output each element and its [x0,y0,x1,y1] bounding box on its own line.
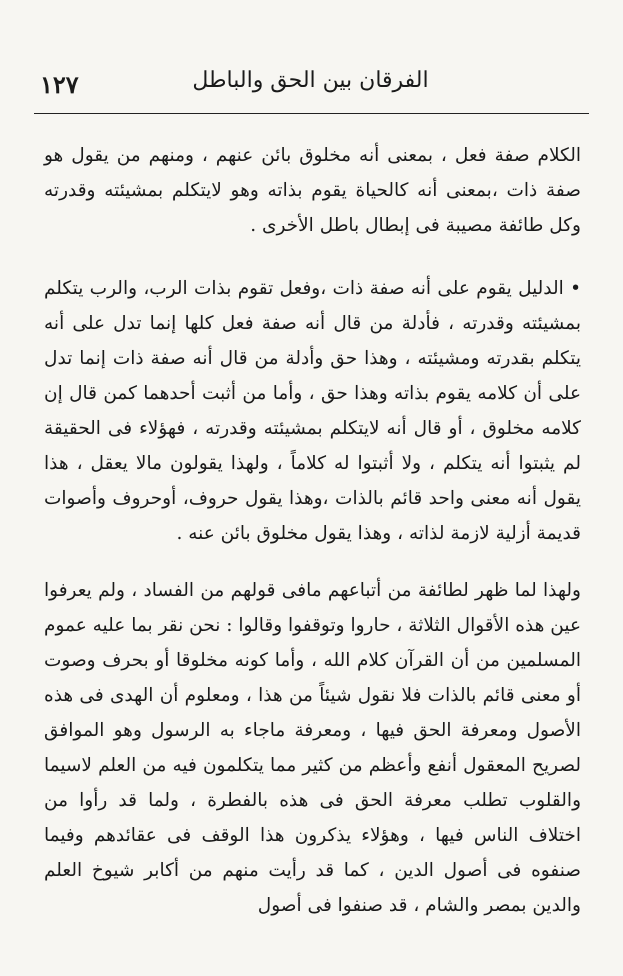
running-title: الفرقان بين الحق والباطل [192,68,429,93]
paragraph-2: • الدليل يقوم على أنه صفة ذات ،وفعل تقوم بذات الرب، والرب يتكلم بمشيئته وقدرته ، فأدلة من قال أنه صفة فعل كلها إنما تدل على أنه يتكلم بقدرته ومشيئته ، وهذا حق وأدلة من قال أنه صفة ذات إنما تدل على أن كلامه يقوم بذاته وهذا حق ، وأما من أثبت أحدهما كمن قال إن كلامه مخلوق ، أو قال أنه لايتكلم بمشيئته وقدرته ، فهؤلاء فى الحقيقة لم يثبتوا أنه يتكلم ، ولا أثبتوا له كلاماً ، ولهذا يقولون مالا يعقل ، هذا يقول أنه معنى واحد قائم بالذات ،وهذا يقول حروف، أوحروف وأصوات قديمة أزلية لازمة لذاته ، وهذا يقول مخلوق بائن عنه . [44,278,581,544]
page-number: ١٢٧ [40,70,79,99]
page-body [44,138,581,951]
paragraph-1: الكلام صفة فعل ، بمعنى أنه مخلوق بائن عنهم ، ومنهم من يقول هو صفة ذات ،بمعنى أنه كالحياة يقوم بذاته وهو لايتكلم بمشيئته وقدرته وكل طائفة مصيبة فى إبطال باطل الأخرى . [44,145,581,236]
page-header [40,64,581,104]
header-divider [34,113,589,114]
paragraph-3: ولهذا لما ظهر لطائفة من أتباعهم مافى قولهم من الفساد ، ولم يعرفوا عين هذه الأقوال الثلاثة ، حاروا وتوقفوا وقالوا : نحن نقر بما عليه عموم المسلمين من أن القرآن كلام الله ، وأما كونه مخلوقا أو بحرف وصوت أو معنى قائم بالذات فلا نقول شيئاً من هذا ، ومعلوم أن الهدى فى هذه الأصول ومعرفة الحق فيها ، ومعرفة ماجاء به الرسول وهو الموافق لصريح المعقول أنفع وأعظم من كثير مما يتكلمون فيه من العلم لاسيما والقلوب تطلب معرفة الحق فى هذه بالفطرة ، ولما قد رأوا من اختلاف الناس فيها ، وهؤلاء يذكرون هذا الوقف فى عقائدهم وفيما صنفوه فى أصول الدين ، كما قد رأيت منهم من أكابر شيوخ العلم والدين بمصر والشام ، قد صنفوا فى أصول [44,580,581,916]
